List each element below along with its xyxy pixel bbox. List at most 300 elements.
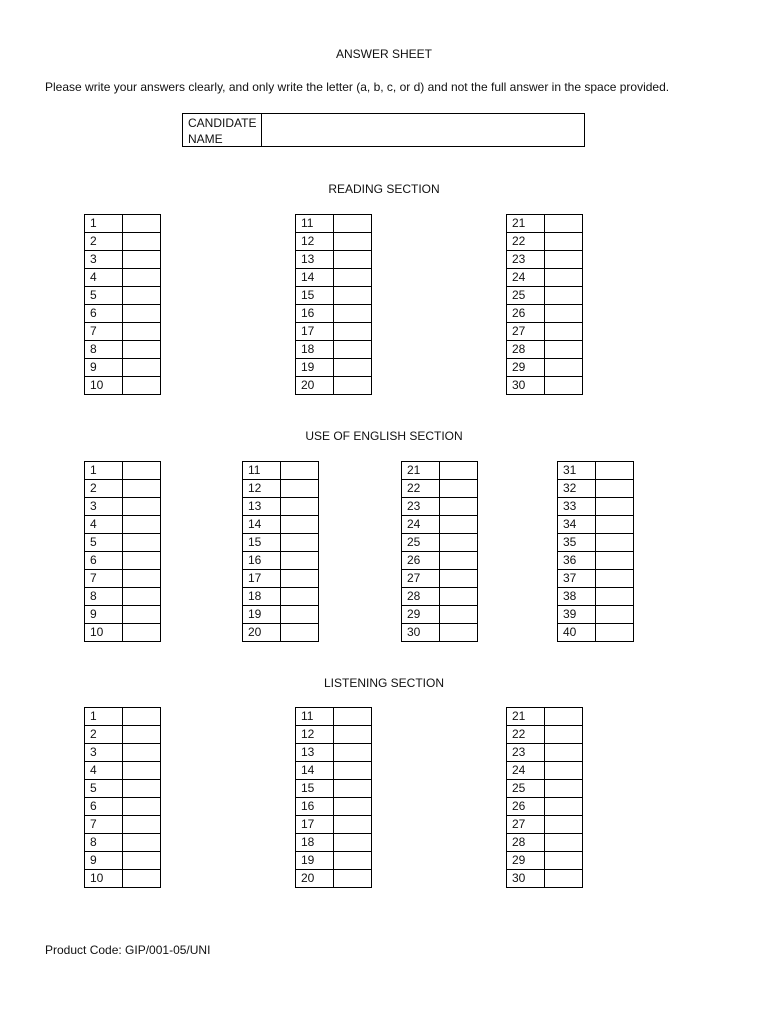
question-number: 22 [402, 480, 440, 498]
answer-row [296, 323, 372, 341]
question-number: 29 [402, 606, 440, 624]
answer-box[interactable] [545, 852, 583, 870]
question-number: 7 [85, 816, 123, 834]
answer-row [296, 359, 372, 377]
question-number: 4 [85, 269, 123, 287]
answer-row [243, 516, 319, 534]
answer-box[interactable] [123, 377, 161, 395]
question-number: 20 [296, 870, 334, 888]
answer-row [507, 726, 583, 744]
question-number: 5 [85, 534, 123, 552]
answer-row [296, 870, 372, 888]
answer-box[interactable] [123, 480, 161, 498]
question-number: 12 [296, 233, 334, 251]
answer-box[interactable] [123, 870, 161, 888]
answer-box[interactable] [123, 834, 161, 852]
answer-row [507, 305, 583, 323]
answer-box[interactable] [123, 744, 161, 762]
question-number: 2 [85, 480, 123, 498]
answer-table [84, 707, 161, 888]
answer-box[interactable] [123, 269, 161, 287]
question-number: 1 [85, 215, 123, 233]
answer-row [85, 624, 161, 642]
answer-row [558, 552, 634, 570]
answer-box[interactable] [440, 516, 478, 534]
answer-row [243, 624, 319, 642]
question-number: 29 [507, 359, 545, 377]
answer-row [85, 377, 161, 395]
question-number: 20 [243, 624, 281, 642]
question-number: 5 [85, 287, 123, 305]
answer-row [507, 377, 583, 395]
question-number: 31 [558, 462, 596, 480]
product-code: Product Code: GIP/001-05/UNI [45, 943, 211, 957]
answer-box[interactable] [123, 798, 161, 816]
question-number: 16 [243, 552, 281, 570]
answer-row [85, 462, 161, 480]
answer-box[interactable] [596, 570, 634, 588]
answer-box[interactable] [596, 534, 634, 552]
answer-box[interactable] [281, 588, 319, 606]
question-number: 14 [296, 762, 334, 780]
answer-row [296, 269, 372, 287]
answer-row [85, 215, 161, 233]
answer-row [507, 834, 583, 852]
question-number: 18 [296, 341, 334, 359]
answer-row [85, 552, 161, 570]
answer-box[interactable] [596, 498, 634, 516]
question-number: 3 [85, 251, 123, 269]
question-number: 9 [85, 852, 123, 870]
question-number: 5 [85, 780, 123, 798]
answer-box[interactable] [281, 480, 319, 498]
answer-row [296, 251, 372, 269]
answer-box[interactable] [440, 552, 478, 570]
answer-box[interactable] [123, 606, 161, 624]
candidate-name-field[interactable] [262, 114, 584, 146]
answer-box[interactable] [545, 305, 583, 323]
answer-row [507, 269, 583, 287]
answer-box[interactable] [334, 341, 372, 359]
answer-box[interactable] [545, 870, 583, 888]
answer-row [85, 359, 161, 377]
answer-box[interactable] [334, 287, 372, 305]
answer-box[interactable] [281, 570, 319, 588]
listening-section-title: LISTENING SECTION [323, 676, 445, 690]
answer-row [402, 462, 478, 480]
answer-box[interactable] [123, 305, 161, 323]
answer-row [296, 762, 372, 780]
answer-box[interactable] [281, 498, 319, 516]
answer-box[interactable] [334, 834, 372, 852]
answer-box[interactable] [334, 305, 372, 323]
question-number: 1 [85, 708, 123, 726]
answer-box[interactable] [334, 215, 372, 233]
answer-row [558, 534, 634, 552]
answer-row [85, 834, 161, 852]
question-number: 8 [85, 834, 123, 852]
answer-row [507, 816, 583, 834]
page-title: ANSWER SHEET [335, 47, 432, 61]
question-number: 19 [296, 852, 334, 870]
answer-box[interactable] [281, 534, 319, 552]
question-number: 8 [85, 341, 123, 359]
answer-box[interactable] [545, 323, 583, 341]
question-number: 27 [507, 816, 545, 834]
question-number: 9 [85, 606, 123, 624]
question-number: 7 [85, 570, 123, 588]
answer-box[interactable] [440, 570, 478, 588]
answer-row [507, 744, 583, 762]
question-number: 10 [85, 377, 123, 395]
candidate-label-line2: NAME [188, 132, 223, 146]
answer-box[interactable] [123, 498, 161, 516]
answer-row [296, 233, 372, 251]
question-number: 6 [85, 305, 123, 323]
question-number: 36 [558, 552, 596, 570]
answer-box[interactable] [334, 359, 372, 377]
answer-table [557, 461, 634, 642]
answer-box[interactable] [545, 744, 583, 762]
answer-row [507, 798, 583, 816]
answer-box[interactable] [596, 606, 634, 624]
answer-box[interactable] [545, 726, 583, 744]
answer-row [85, 744, 161, 762]
question-number: 21 [402, 462, 440, 480]
answer-row [85, 287, 161, 305]
question-number: 24 [507, 269, 545, 287]
use-of-english-section-title: USE OF ENGLISH SECTION [305, 429, 463, 443]
question-number: 17 [296, 323, 334, 341]
question-number: 6 [85, 798, 123, 816]
answer-row [85, 305, 161, 323]
answer-row [85, 606, 161, 624]
answer-box[interactable] [334, 816, 372, 834]
answer-row [296, 852, 372, 870]
question-number: 22 [507, 233, 545, 251]
question-number: 6 [85, 552, 123, 570]
answer-box[interactable] [545, 251, 583, 269]
question-number: 24 [402, 516, 440, 534]
answer-row [85, 341, 161, 359]
question-number: 38 [558, 588, 596, 606]
question-number: 11 [243, 462, 281, 480]
answer-box[interactable] [334, 852, 372, 870]
answer-row [243, 552, 319, 570]
answer-row [507, 870, 583, 888]
question-number: 1 [85, 462, 123, 480]
answer-row [243, 570, 319, 588]
answer-row [296, 708, 372, 726]
answer-box[interactable] [281, 516, 319, 534]
answer-box[interactable] [440, 462, 478, 480]
answer-row [507, 708, 583, 726]
question-number: 15 [296, 287, 334, 305]
question-number: 7 [85, 323, 123, 341]
answer-box[interactable] [596, 480, 634, 498]
answer-row [507, 852, 583, 870]
answer-row [85, 251, 161, 269]
answer-row [507, 215, 583, 233]
answer-row [402, 606, 478, 624]
answer-box[interactable] [123, 780, 161, 798]
answer-table [295, 214, 372, 395]
answer-row [558, 588, 634, 606]
answer-row [507, 359, 583, 377]
answer-box[interactable] [545, 233, 583, 251]
answer-row [85, 816, 161, 834]
answer-row [296, 287, 372, 305]
answer-box[interactable] [123, 726, 161, 744]
answer-row [296, 215, 372, 233]
question-number: 3 [85, 498, 123, 516]
question-number: 37 [558, 570, 596, 588]
answer-row [558, 516, 634, 534]
answer-row [558, 480, 634, 498]
answer-row [507, 251, 583, 269]
question-number: 27 [402, 570, 440, 588]
question-number: 11 [296, 215, 334, 233]
answer-box[interactable] [334, 780, 372, 798]
instructions: Please write your answers clearly, and only write the letter (a, b, c, or d) and not the full answer in the space provided. [45, 80, 670, 94]
answer-row [85, 852, 161, 870]
answer-box[interactable] [440, 588, 478, 606]
answer-box[interactable] [123, 762, 161, 780]
answer-row [243, 534, 319, 552]
question-number: 17 [243, 570, 281, 588]
answer-box[interactable] [123, 516, 161, 534]
question-number: 26 [507, 798, 545, 816]
answer-row [85, 480, 161, 498]
answer-row [243, 588, 319, 606]
answer-box[interactable] [596, 624, 634, 642]
answer-box[interactable] [123, 323, 161, 341]
answer-box[interactable] [123, 251, 161, 269]
answer-box[interactable] [596, 552, 634, 570]
answer-box[interactable] [123, 341, 161, 359]
question-number: 21 [507, 215, 545, 233]
answer-row [402, 534, 478, 552]
answer-box[interactable] [545, 762, 583, 780]
answer-row [85, 708, 161, 726]
answer-box[interactable] [334, 726, 372, 744]
reading-section-title: READING SECTION [328, 182, 440, 196]
answer-box[interactable] [334, 323, 372, 341]
question-number: 28 [507, 341, 545, 359]
answer-box[interactable] [123, 462, 161, 480]
answer-box[interactable] [123, 359, 161, 377]
answer-box[interactable] [123, 287, 161, 305]
answer-row [85, 780, 161, 798]
answer-box[interactable] [334, 233, 372, 251]
question-number: 23 [507, 744, 545, 762]
answer-row [296, 305, 372, 323]
answer-row [507, 341, 583, 359]
answer-box[interactable] [123, 552, 161, 570]
answer-box[interactable] [123, 570, 161, 588]
question-number: 13 [296, 744, 334, 762]
question-number: 14 [243, 516, 281, 534]
question-number: 28 [402, 588, 440, 606]
answer-box[interactable] [545, 287, 583, 305]
answer-box[interactable] [545, 708, 583, 726]
answer-box[interactable] [440, 606, 478, 624]
question-number: 27 [507, 323, 545, 341]
answer-box[interactable] [545, 834, 583, 852]
question-number: 21 [507, 708, 545, 726]
answer-row [85, 269, 161, 287]
question-number: 39 [558, 606, 596, 624]
answer-box[interactable] [596, 588, 634, 606]
answer-table [84, 214, 161, 395]
question-number: 12 [243, 480, 281, 498]
answer-box[interactable] [123, 708, 161, 726]
candidate-name-box [182, 113, 585, 147]
question-number: 22 [507, 726, 545, 744]
question-number: 18 [296, 834, 334, 852]
question-number: 11 [296, 708, 334, 726]
answer-box[interactable] [123, 816, 161, 834]
answer-table [401, 461, 478, 642]
answer-box[interactable] [334, 870, 372, 888]
answer-box[interactable] [545, 377, 583, 395]
question-number: 19 [243, 606, 281, 624]
answer-row [558, 624, 634, 642]
answer-row [296, 834, 372, 852]
answer-box[interactable] [281, 462, 319, 480]
question-number: 10 [85, 870, 123, 888]
answer-box[interactable] [334, 744, 372, 762]
question-number: 16 [296, 798, 334, 816]
answer-table [84, 461, 161, 642]
question-number: 15 [296, 780, 334, 798]
answer-box[interactable] [440, 534, 478, 552]
answer-box[interactable] [545, 798, 583, 816]
question-number: 23 [507, 251, 545, 269]
answer-table [295, 707, 372, 888]
question-number: 35 [558, 534, 596, 552]
question-number: 26 [402, 552, 440, 570]
answer-box[interactable] [334, 251, 372, 269]
answer-box[interactable] [334, 269, 372, 287]
answer-row [85, 588, 161, 606]
question-number: 34 [558, 516, 596, 534]
answer-row [85, 323, 161, 341]
answer-box[interactable] [545, 816, 583, 834]
answer-row [402, 570, 478, 588]
answer-row [85, 516, 161, 534]
answer-box[interactable] [440, 498, 478, 516]
answer-box[interactable] [334, 798, 372, 816]
candidate-name-label [183, 114, 262, 146]
answer-row [558, 606, 634, 624]
answer-row [296, 780, 372, 798]
answer-row [296, 798, 372, 816]
answer-row [402, 498, 478, 516]
question-number: 17 [296, 816, 334, 834]
answer-row [243, 498, 319, 516]
question-number: 13 [296, 251, 334, 269]
answer-box[interactable] [545, 341, 583, 359]
question-number: 15 [243, 534, 281, 552]
question-number: 30 [402, 624, 440, 642]
answer-row [558, 498, 634, 516]
question-number: 33 [558, 498, 596, 516]
answer-row [558, 462, 634, 480]
question-number: 9 [85, 359, 123, 377]
question-number: 16 [296, 305, 334, 323]
answer-row [402, 624, 478, 642]
question-number: 18 [243, 588, 281, 606]
answer-box[interactable] [545, 215, 583, 233]
answer-row [402, 552, 478, 570]
question-number: 24 [507, 762, 545, 780]
answer-box[interactable] [596, 462, 634, 480]
answer-box[interactable] [545, 780, 583, 798]
question-number: 30 [507, 870, 545, 888]
question-number: 4 [85, 762, 123, 780]
answer-row [85, 570, 161, 588]
answer-box[interactable] [334, 762, 372, 780]
answer-box[interactable] [545, 269, 583, 287]
question-number: 10 [85, 624, 123, 642]
answer-row [243, 606, 319, 624]
answer-box[interactable] [123, 233, 161, 251]
question-number: 23 [402, 498, 440, 516]
answer-row [402, 480, 478, 498]
answer-row [85, 233, 161, 251]
question-number: 12 [296, 726, 334, 744]
answer-row [85, 762, 161, 780]
answer-box[interactable] [281, 552, 319, 570]
answer-row [402, 588, 478, 606]
answer-box[interactable] [123, 215, 161, 233]
question-number: 14 [296, 269, 334, 287]
answer-row [296, 744, 372, 762]
answer-row [507, 233, 583, 251]
answer-table [506, 214, 583, 395]
answer-row [507, 762, 583, 780]
question-number: 4 [85, 516, 123, 534]
question-number: 25 [507, 780, 545, 798]
answer-row [85, 534, 161, 552]
answer-row [558, 570, 634, 588]
answer-row [296, 341, 372, 359]
answer-box[interactable] [440, 624, 478, 642]
answer-box[interactable] [281, 606, 319, 624]
question-number: 30 [507, 377, 545, 395]
answer-box[interactable] [545, 359, 583, 377]
answer-box[interactable] [123, 852, 161, 870]
answer-box[interactable] [334, 377, 372, 395]
question-number: 13 [243, 498, 281, 516]
answer-box[interactable] [123, 534, 161, 552]
answer-box[interactable] [123, 588, 161, 606]
answer-row [296, 726, 372, 744]
answer-box[interactable] [334, 708, 372, 726]
answer-row [296, 377, 372, 395]
candidate-label-line1: CANDIDATE [188, 116, 257, 130]
question-number: 26 [507, 305, 545, 323]
answer-box[interactable] [440, 480, 478, 498]
question-number: 32 [558, 480, 596, 498]
answer-table [506, 707, 583, 888]
answer-row [507, 780, 583, 798]
answer-box[interactable] [596, 516, 634, 534]
answer-box[interactable] [123, 624, 161, 642]
answer-row [243, 480, 319, 498]
answer-box[interactable] [281, 624, 319, 642]
